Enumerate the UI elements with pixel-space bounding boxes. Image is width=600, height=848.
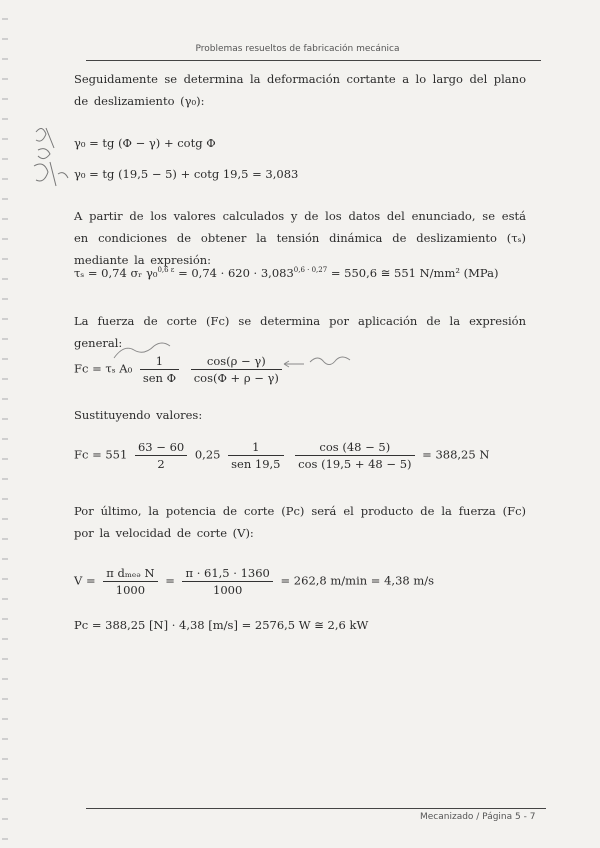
paragraph-5: Por último, la potencia de corte (Pc) será el producto de la fuerza (Fc) por la velocidad de corte (V): [74,504,526,540]
paragraph-2: A partir de los valores calculados y de los datos del enunciado, se está en condiciones de obtener la tensión dinámica de deslizamiento (τₛ) mediante la expresión: [74,209,526,267]
eq2-rhs: = 550,6 ≅ 551 N/mm² (MPa) [330,266,499,280]
eq5-lhs: V = [74,573,96,588]
paragraph-3: La fuerza de corte (Fc) se determina por aplicación de la expresión general: [74,314,526,350]
eq4-rhs: = 388,25 N [422,447,490,462]
equation-shear-strain-formula: γ₀ = tg (Φ − γ) + cotg Φ [74,136,216,150]
paragraph-1: Seguidamente se determina la deformación cortante a lo largo del plano de deslizamiento (γ₀): [74,72,526,108]
equation-cutting-power: Pc = 388,25 [N] · 4,38 [m/s] = 2576,5 W ≅ 2,6 kW [74,618,369,632]
equation-shear-strain-values: γ₀ = tg (19,5 − 5) + cotg 19,5 = 3,083 [74,167,299,181]
eq4-mid: 0,25 [194,447,221,462]
eq5-fraction-2: $\frac{\pi \cdot 61,5 \cdot 1360}{1000}$ [182,566,272,597]
eq2-mid: = 0,74 · 620 · 3,083 [178,266,294,280]
header-rule [86,60,541,61]
equation-cutting-speed: V = $\frac{\text{π dₘₑₔ N}}{1000}$ = $\frac{\pi \cdot 61,5 \cdot 1360}{1000}$ = 262,8 m/min = 4,38 m/s [74,566,435,597]
handwritten-arrow [282,352,362,372]
eq3-lhs: Fc = τₛ A₀ [74,361,133,376]
eq2-lhs: τₛ = 0,74 σᵣ γ₀ [74,266,158,280]
footer-rule [86,808,546,809]
eq3-fraction-1: $\frac{1}{\text{sen Φ}}$ [140,354,179,385]
equation-shear-stress [74,266,498,280]
binding-margin [2,0,8,848]
eq5-rhs: = 262,8 m/min = 4,38 m/s [280,573,435,588]
page-footer: Mecanizado / Página 5 - 7 [420,812,536,822]
eq2-exponent-1: 0,6 ε [157,266,175,275]
equation-cutting-force-values [74,440,489,471]
eq4-lhs: Fc = 551 [74,447,128,462]
eq4-fraction-3: $\frac{\cos (48 - 5)}{\cos (19,5 + 48 - 5)}$ [295,440,414,471]
paragraph-4: Sustituyendo valores: [74,408,203,422]
equation-cutting-force-general [74,354,286,385]
eq2-exponent-2: 0,6 · 0,27 [293,266,328,275]
eq5-fraction-1: $\frac{\text{π dₘₑₔ N}}{1000}$ [103,566,157,597]
eq4-fraction-1: $\frac{63 - 60}{2}$ [135,440,187,471]
eq3-fraction-2: $\frac{\cos(\rho - \gamma)}{\cos(\Phi + \rho - \gamma)}$ [191,354,282,385]
handwritten-margin-note [28,122,80,202]
eq4-fraction-2: $\frac{1}{\text{sen 19,5}}$ [228,440,283,471]
page-header: Problemas resueltos de fabricación mecánica [195,44,400,54]
